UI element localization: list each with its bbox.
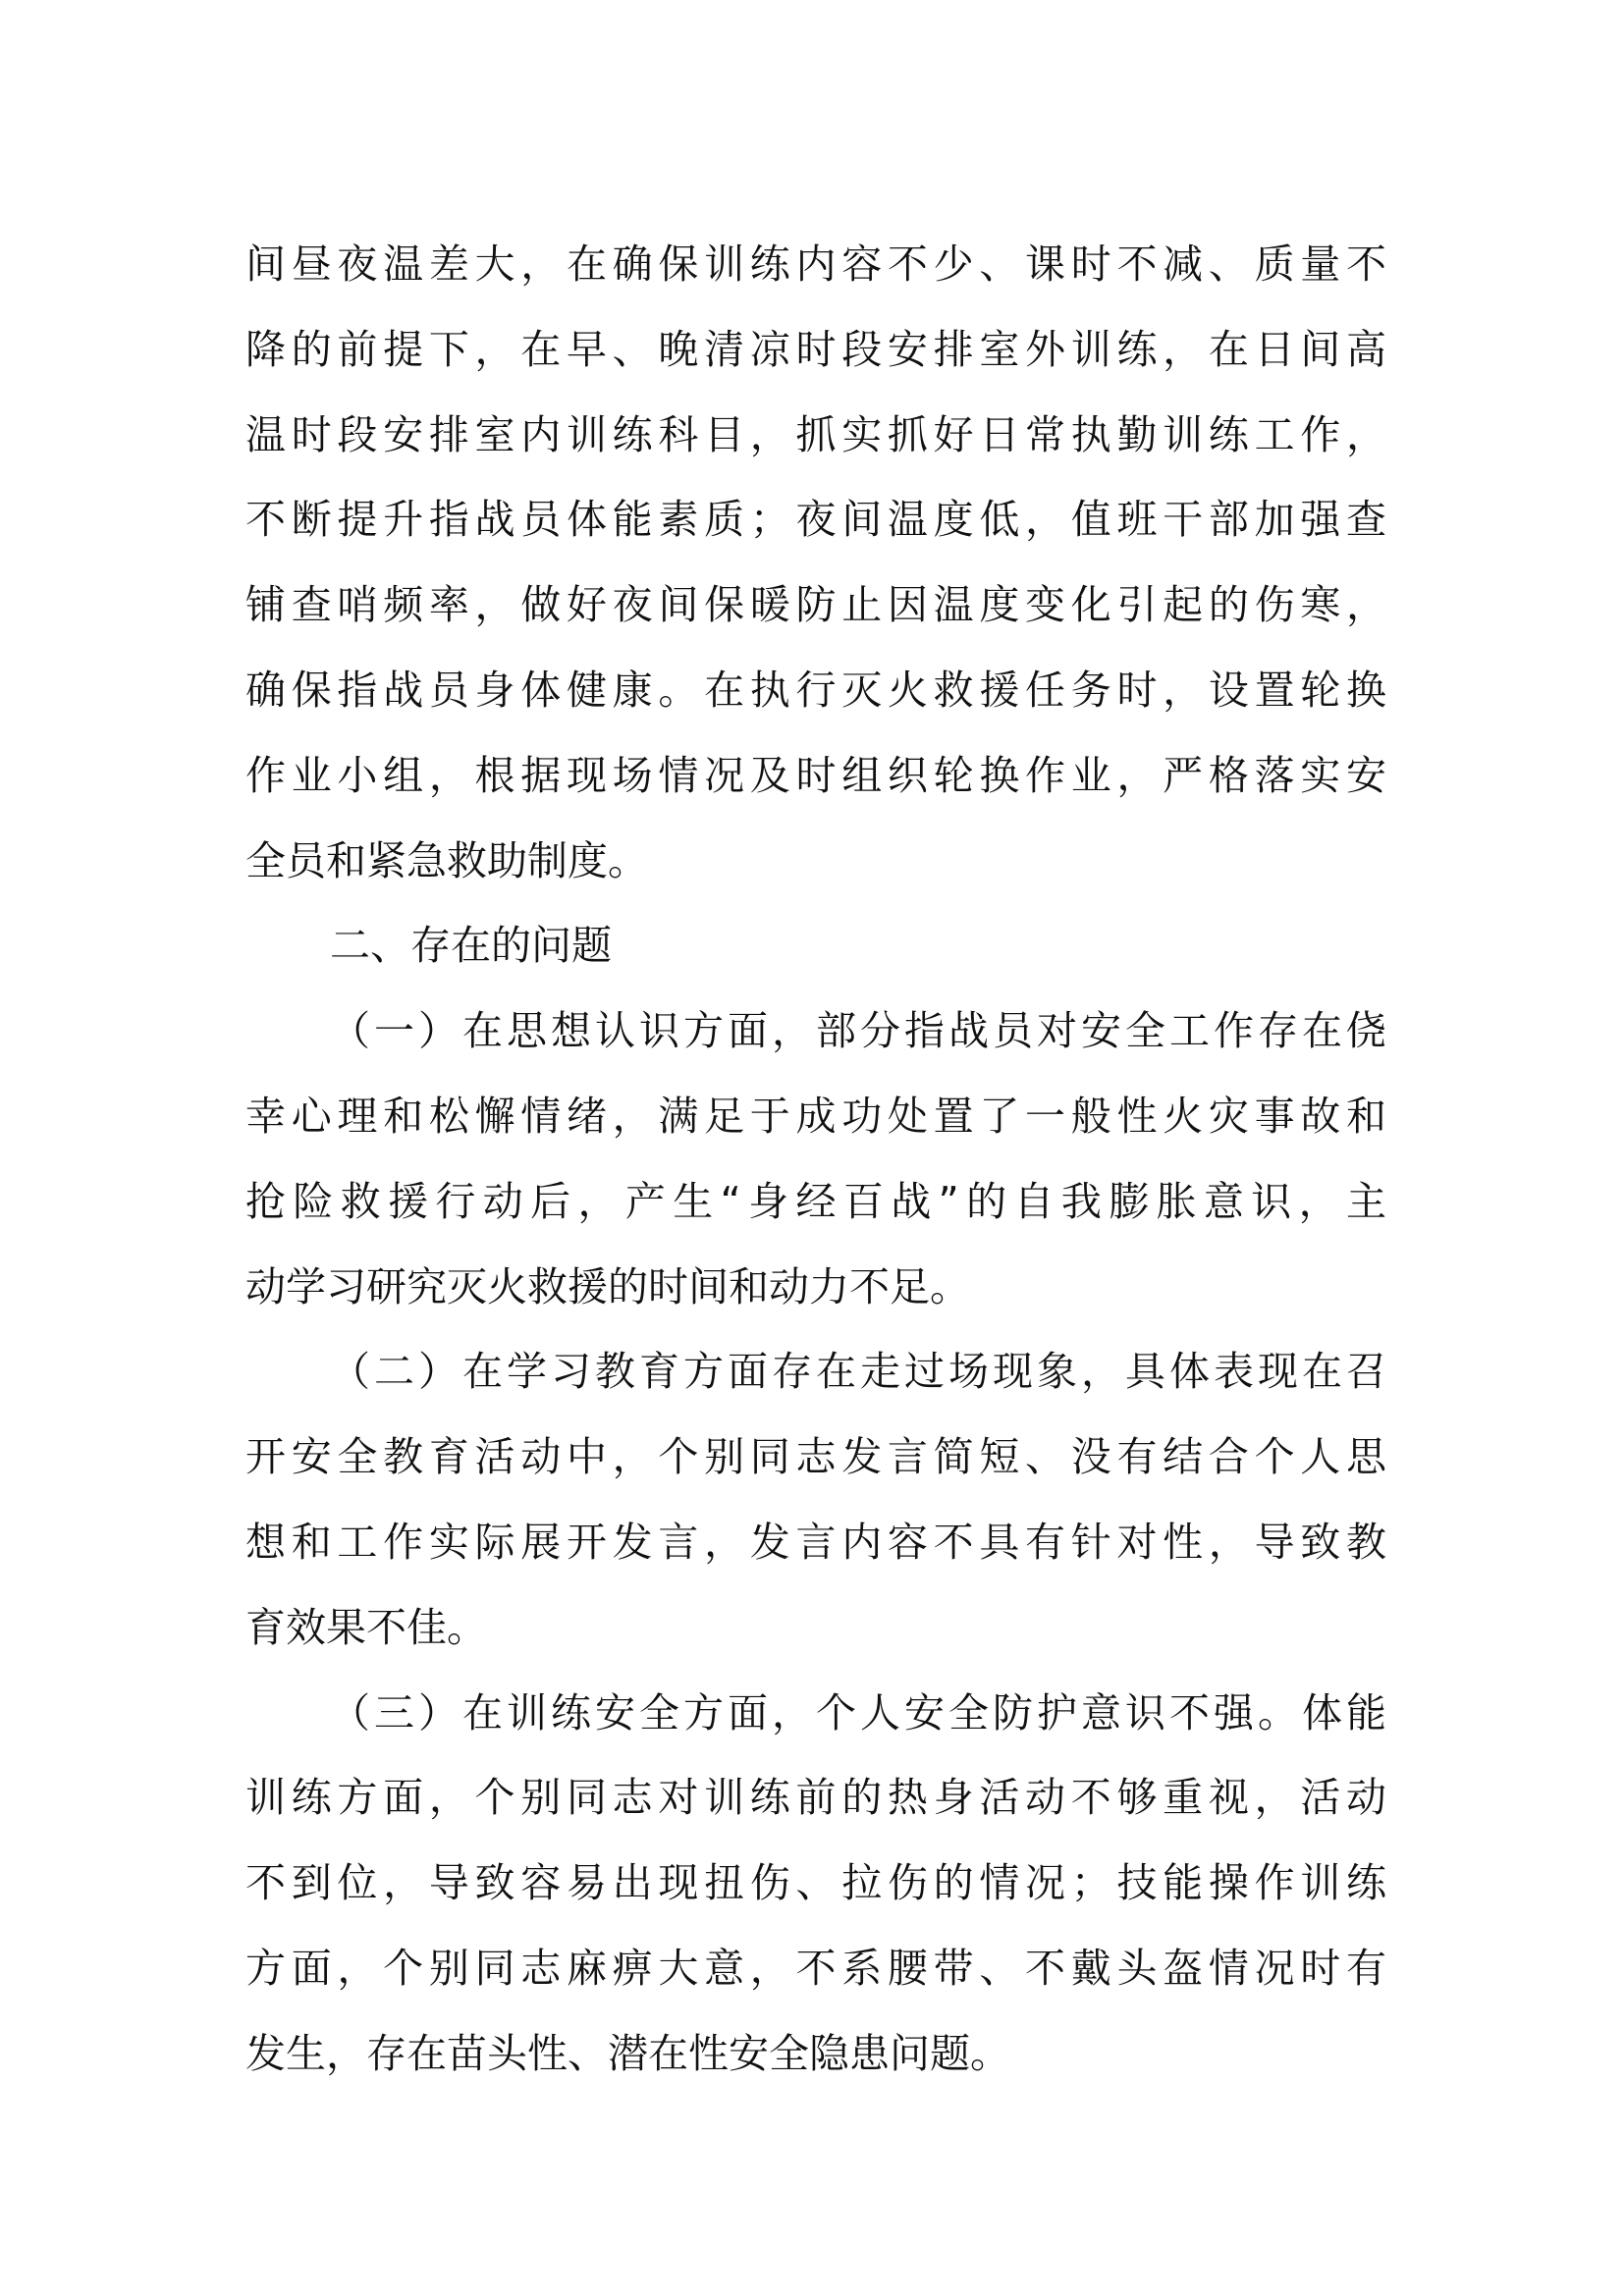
text-line: 开安全教育活动中，个别同志发言简短、没有结合个人思 (245, 1433, 1386, 1481)
text-line: 幸心理和松懈情绪，满足于成功处置了一般性火灾事故和 (245, 1092, 1386, 1140)
text-line: 温时段安排室内训练科目，抓实抓好日常执勤训练工作， (245, 410, 1386, 458)
text-line: 育效果不佳。 (245, 1603, 487, 1651)
text-line: 方面，个别同志麻痹大意，不系腰带、不戴头盔情况时有 (245, 1944, 1386, 1992)
text-line: 确保指战员身体健康。在执行灭火救援任务时，设置轮换 (245, 666, 1386, 714)
text-line: 动学习研究灭火救援的时间和动力不足。 (245, 1262, 970, 1310)
text-line: 降的前提下，在早、晚清凉时段安排室外训练，在日间高 (245, 325, 1386, 373)
heading-text: 二、存在的问题 (330, 922, 612, 970)
paragraph-problem-3 (245, 1671, 1386, 2097)
text-line: 全员和紧急救助制度。 (245, 836, 648, 884)
text-line: （三）在训练安全方面，个人安全防护意识不强。体能 (330, 1688, 1386, 1736)
paragraph-problem-1 (245, 988, 1386, 1329)
text-line: 间昼夜温差大，在确保训练内容不少、课时不减、质量不 (245, 240, 1386, 288)
text-line: 想和工作实际展开发言，发言内容不具有针对性，导致教 (245, 1518, 1386, 1566)
text-line: 不断提升指战员体能素质；夜间温度低，值班干部加强查 (245, 496, 1386, 544)
section-heading-problems (245, 903, 1386, 988)
text-line: 作业小组，根据现场情况及时组织轮换作业，严格落实安 (245, 751, 1386, 799)
text-line: 铺查哨频率，做好夜间保暖防止因温度变化引起的伤寒， (245, 581, 1386, 629)
text-line: 发生，存在苗头性、潜在性安全隐患问题。 (245, 2029, 1010, 2077)
text-line: 不到位，导致容易出现扭伤、拉伤的情况；技能操作训练 (245, 1859, 1386, 1907)
paragraph-training-measures (245, 222, 1386, 903)
document-page (245, 222, 1386, 2097)
text-line: （一）在思想认识方面，部分指战员对安全工作存在侥 (330, 1007, 1386, 1055)
paragraph-problem-2 (245, 1329, 1386, 1670)
text-line: （二）在学习教育方面存在走过场现象，具体表现在召 (330, 1348, 1386, 1396)
text-line: 抢险救援行动后，产生“身经百战”的自我膨胀意识，主 (245, 1177, 1386, 1225)
text-line: 训练方面，个别同志对训练前的热身活动不够重视，活动 (245, 1774, 1386, 1822)
